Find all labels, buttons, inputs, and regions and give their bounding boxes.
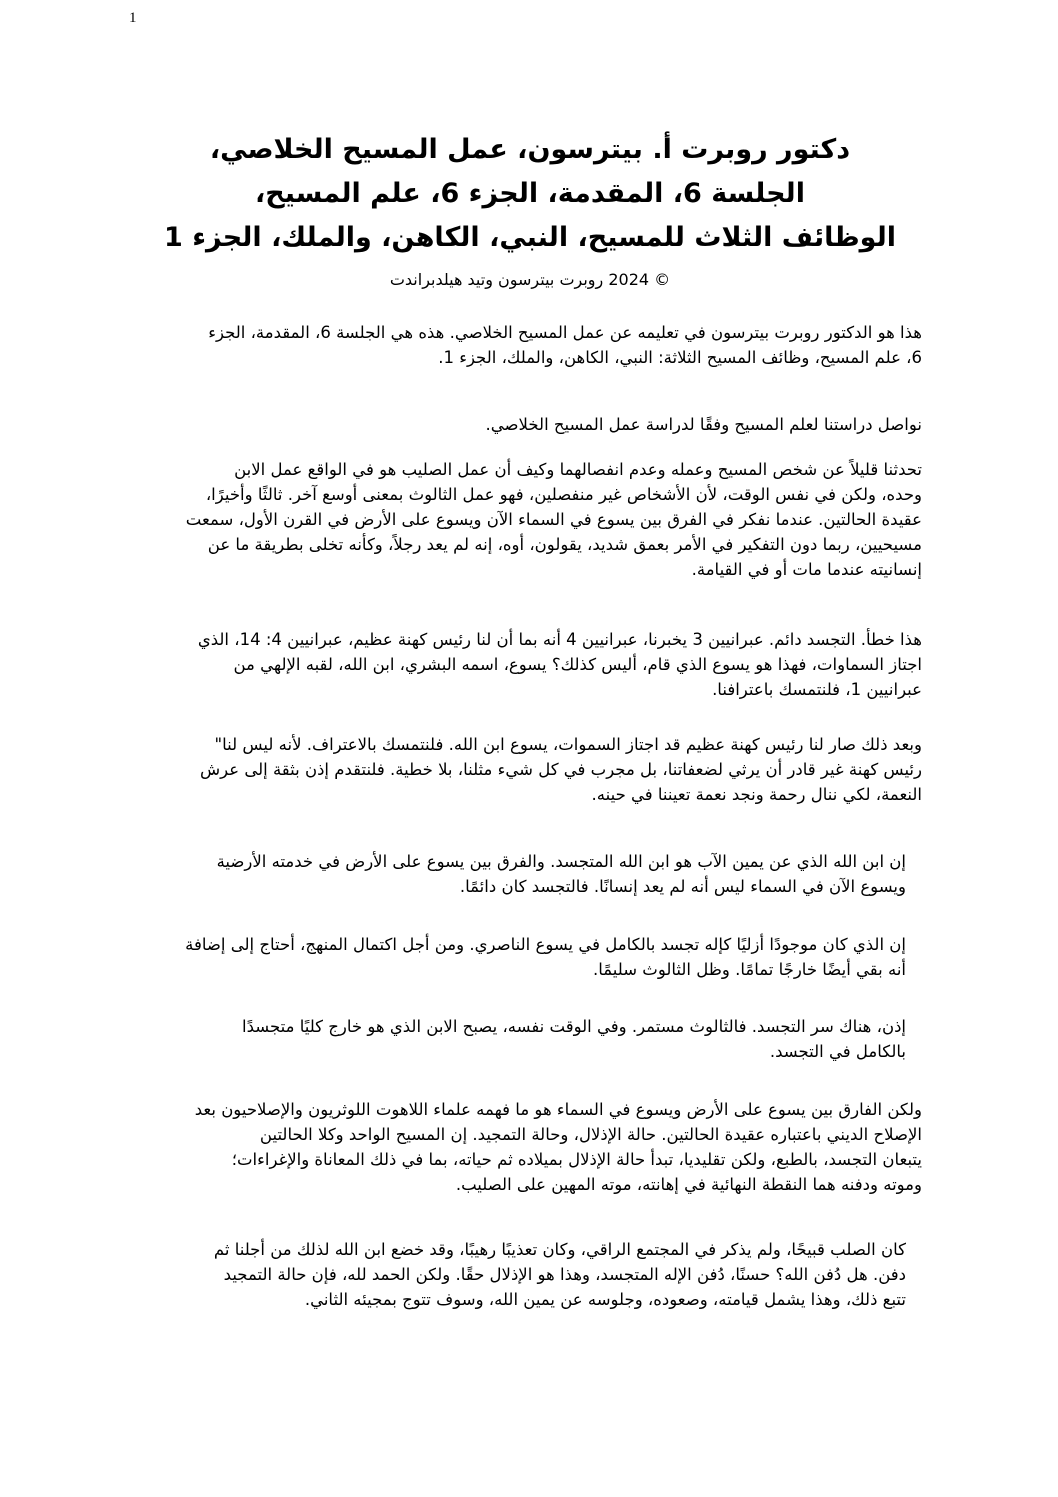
copyright-line: © 2024 روبرت بيترسون وتيد هيلدبراندت [389,270,671,289]
text-line: دفن. هل دُفن الله؟ حسنًا، دُفن الإله المتجسد، وهذا هو الإذلال حقًا. ولكن الحمد لله، فإن حالة التمجيد [223,1265,906,1284]
paragraph [214,1237,906,1312]
text-line: مسيحيين، ربما دون التفكير في الأمر بعمق شديد، يقولون، أوه، إنه لم يعد رجلاً، وكأنه تخلى بطريقة ما عن [207,535,922,554]
paragraph [195,1097,922,1197]
paragraph [185,932,906,982]
text-line: 6، علم المسيح، وظائف المسيح الثلاثة: النبي، الكاهن، والملك، الجزء 1. [438,348,922,367]
text-line: وبعد ذلك صار لنا رئيس كهنة عظيم قد اجتاز السموات، يسوع ابن الله. فلنتمسك بالاعتراف. لأنه ليس لنا" [214,735,922,754]
text-line: النعمة، لكي ننال رحمة ونجد نعمة تعيننا في حينه. [591,785,922,804]
paragraph [186,457,922,582]
text-line: اجتاز السماوات، فهذا هو يسوع الذي قام، أليس كذلك؟ يسوع، اسمه البشري، ابن الله، لقبه الإلهي من [233,655,922,674]
text-line: نواصل دراستنا لعلم المسيح وفقًا لدراسة عمل المسيح الخلاصي. [485,415,922,434]
page-number: 1 [129,10,137,26]
text-line: إنسانيته عندما مات أو في القيامة. [691,560,922,579]
text-line: هذا خطأ. التجسد دائم. عبرانيين 3 يخبرنا، عبرانيين 4 أنه بما أن لنا رئيس كهنة عظيم، عبرانيين 4: 14، الذي [197,630,922,649]
text-line: وحده، ولكن في نفس الوقت، لأن الأشخاص غير منفصلين، فهو عمل الثالوث بمعنى أوسع آخر. ثالثًا وأخيرًا، [205,485,922,504]
title-line: الوظائف الثلاث للمسيح، النبي، الكاهن، والملك، الجزء 1 [164,222,896,253]
text-line: ولكن الفارق بين يسوع على الأرض ويسوع في السماء هو ما فهمه علماء اللاهوت اللوثريون والإصلاحيون بعد [194,1100,922,1119]
text-line: رئيس كهنة غير قادر أن يرثي لضعفاتنا، بل مجرب في كل شيء مثلنا، بلا خطية. فلنتقدم إذن بثقة إلى عرش [200,760,922,779]
text-line: تحدثنا قليلاً عن شخص المسيح وعمله وعدم انفصالهما وكيف أن عمل الصليب هو في الواقع عمل الابن [234,460,922,479]
text-line: يتبعان التجسد، بالطبع، ولكن تقليديا، تبدأ حالة الإذلال بميلاده ثم حياته، بما في ذلك المعاناة والإغراءات؛ [231,1150,922,1169]
text-line: الإصلاح الديني باعتباره عقيدة الحالتين. حالة الإذلال، وحالة التمجيد. إن المسيح الواحد وكلا الحالتين [259,1125,922,1144]
paragraph-intro [208,320,922,370]
paragraph [217,849,906,899]
paragraph [242,1014,906,1064]
text-line: عقيدة الحالتين. عندما نفكر في الفرق بين يسوع في السماء الآن ويسوع على الأرض في القرن الأول، سمعت [185,510,922,529]
title-line: دكتور روبرت أ. بيترسون، عمل المسيح الخلاصي، [209,134,851,165]
text-line: ويسوع الآن في السماء ليس أنه لم يعد إنسانًا. فالتجسد كان دائمًا. [459,877,906,896]
text-line: عبرانيين 1، فلنتمسك باعترافنا. [712,680,922,699]
text-line: إن الذي كان موجودًا أزليًا كإله تجسد بالكامل في يسوع الناصري. ومن أجل اكتمال المنهج، أحتاج إلى إضافة [185,935,906,954]
text-line: هذا هو الدكتور روبرت بيترسون في تعليمه عن عمل المسيح الخلاصي. هذه هي الجلسة 6، المقدمة، الجزء [208,323,922,342]
text-line: أنه بقي أيضًا خارجًا تمامًا. وظل الثالوث سليمًا. [592,960,906,979]
text-line: بالكامل في التجسد. [769,1042,906,1061]
paragraph [198,627,922,702]
text-line: إن ابن الله الذي عن يمين الآب هو ابن الله المتجسد. والفرق بين يسوع على الأرض في خدمته الأرضية [216,852,906,871]
document-title [120,128,940,260]
title-line: الجلسة 6، المقدمة، الجزء 6، علم المسيح، [255,178,805,209]
text-line: تتبع ذلك، وهذا يشمل قيامته، وصعوده، وجلوسه عن يمين الله، وسوف تتوج بمجيئه الثاني. [304,1290,906,1309]
paragraph [486,412,922,437]
text-line: إذن، هناك سر التجسد. فالثالوث مستمر. وفي الوقت نفسه، يصبح الابن الذي هو خارج كليًا متجسدًا [242,1017,906,1036]
text-line: كان الصلب قبيحًا، ولم يذكر في المجتمع الراقي، وكان تعذيبًا رهيبًا، وقد خضع ابن الله لذلك من أجلنا ثم [213,1240,906,1259]
paragraph-quote [200,732,922,807]
text-line: وموته ودفنه هما النقطة النهائية في إهانته، موته المهين على الصليب. [455,1175,922,1194]
